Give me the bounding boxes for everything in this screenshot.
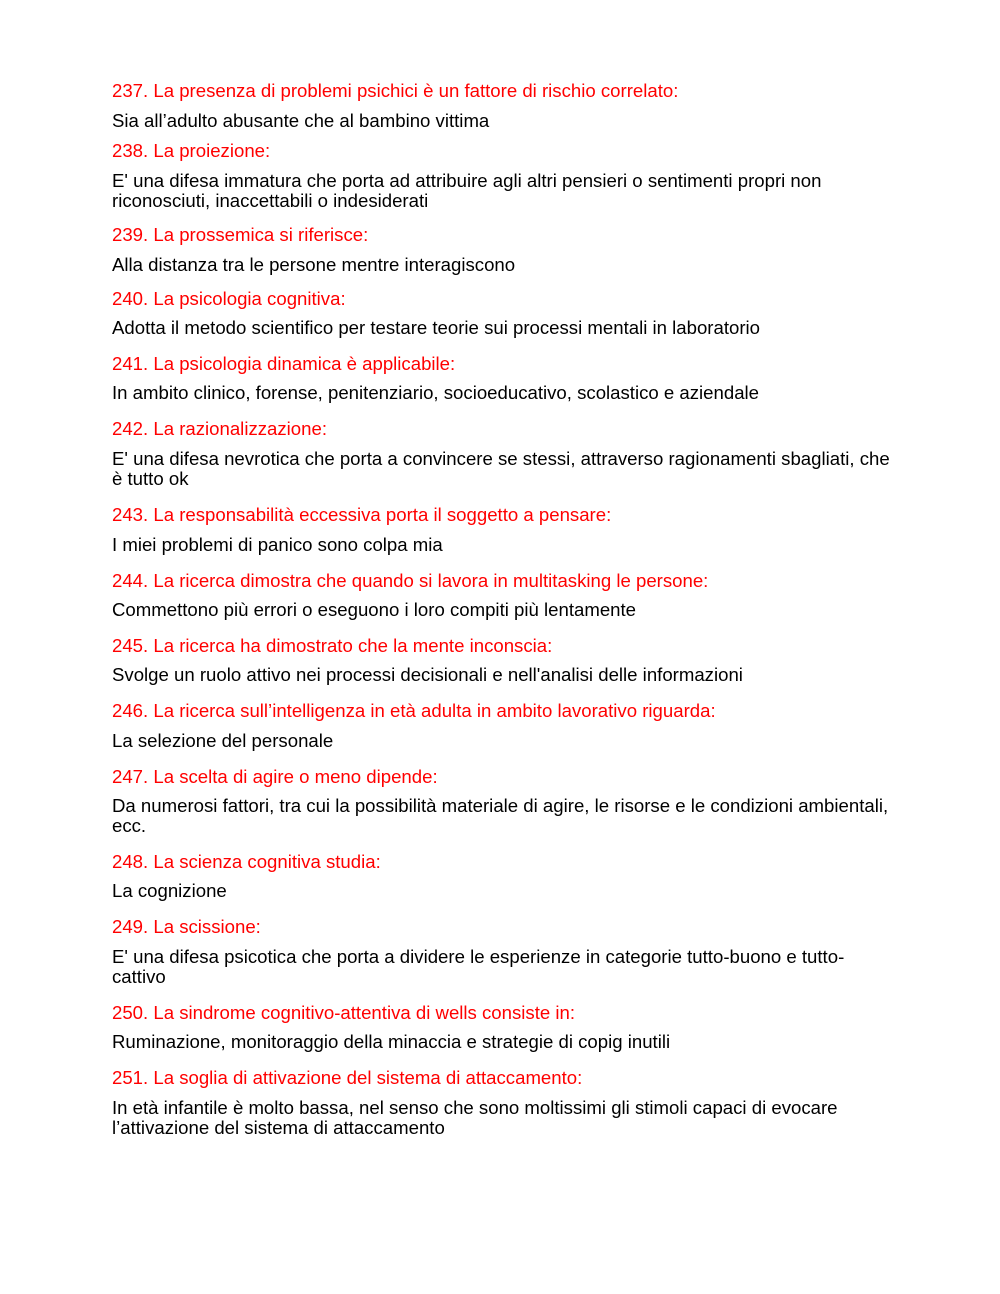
answer-text: Adotta il metodo scientifico per testare teorie sui processi mentali in laboratorio bbox=[112, 317, 761, 338]
question-text: 247. La scelta di agire o meno dipende: bbox=[112, 766, 438, 787]
question-text: 251. La soglia di attivazione del sistema di attaccamento: bbox=[112, 1067, 583, 1088]
qa-item-246 bbox=[112, 701, 892, 751]
answer-text: La selezione del personale bbox=[112, 730, 334, 751]
answer-text: E' una difesa psicotica che porta a dividere le esperienze in categorie tutto-buono e tutto-cattivo bbox=[112, 946, 845, 987]
question-text: 246. La ricerca sull’intelligenza in età adulta in ambito lavorativo riguarda: bbox=[112, 700, 716, 721]
qa-item-245 bbox=[112, 636, 892, 685]
question-text: 250. La sindrome cognitivo-attentiva di wells consiste in: bbox=[112, 1002, 576, 1023]
question-text: 241. La psicologia dinamica è applicabile: bbox=[112, 353, 456, 374]
qa-item-251 bbox=[112, 1068, 892, 1138]
question-text: 248. La scienza cognitiva studia: bbox=[112, 851, 381, 872]
qa-item-250 bbox=[112, 1003, 892, 1052]
answer-text: Commettono più errori o eseguono i loro compiti più lentamente bbox=[112, 599, 637, 620]
answer-text: La cognizione bbox=[112, 880, 227, 901]
qa-item-240 bbox=[112, 289, 892, 338]
qa-item-238 bbox=[112, 141, 892, 211]
qa-item-242 bbox=[112, 419, 892, 489]
qa-item-241 bbox=[112, 354, 892, 403]
question-text: 243. La responsabilità eccessiva porta il soggetto a pensare: bbox=[112, 504, 612, 525]
qa-item-249 bbox=[112, 917, 892, 987]
question-text: 240. La psicologia cognitiva: bbox=[112, 288, 346, 309]
question-text: 238. La proiezione: bbox=[112, 140, 271, 161]
answer-text: In ambito clinico, forense, penitenziario, socioeducativo, scolastico e aziendale bbox=[112, 382, 760, 403]
question-text: 242. La razionalizzazione: bbox=[112, 418, 327, 439]
answer-text: Alla distanza tra le persone mentre interagiscono bbox=[112, 254, 516, 275]
answer-text: Svolge un ruolo attivo nei processi decisionali e nell'analisi delle informazioni bbox=[112, 664, 743, 685]
answer-text: Ruminazione, monitoraggio della minaccia e strategie di copig inutili bbox=[112, 1031, 671, 1052]
answer-text: Sia all’adulto abusante che al bambino vittima bbox=[112, 110, 490, 131]
document-page bbox=[112, 81, 892, 1138]
question-text: 244. La ricerca dimostra che quando si lavora in multitasking le persone: bbox=[112, 570, 709, 591]
question-text: 237. La presenza di problemi psichici è un fattore di rischio correlato: bbox=[112, 80, 679, 101]
answer-text: E' una difesa immatura che porta ad attribuire agli altri pensieri o sentimenti propri non riconosciuti, inaccettabili o indesiderati bbox=[112, 170, 822, 211]
qa-item-248 bbox=[112, 852, 892, 901]
answer-text: Da numerosi fattori, tra cui la possibilità materiale di agire, le risorse e le condizioni ambientali, ecc. bbox=[112, 795, 889, 836]
answer-text: I miei problemi di panico sono colpa mia bbox=[112, 534, 443, 555]
answer-text: E' una difesa nevrotica che porta a convincere se stessi, attraverso ragionamenti sbagliati, che è tutto ok bbox=[112, 448, 890, 489]
qa-item-237 bbox=[112, 81, 892, 131]
qa-item-244 bbox=[112, 571, 892, 620]
qa-item-239 bbox=[112, 225, 892, 275]
qa-item-243 bbox=[112, 505, 892, 555]
question-text: 239. La prossemica si riferisce: bbox=[112, 224, 369, 245]
qa-item-247 bbox=[112, 767, 892, 836]
question-text: 249. La scissione: bbox=[112, 916, 261, 937]
answer-text: In età infantile è molto bassa, nel senso che sono moltissimi gli stimoli capaci di evocare l’attivazione del sistema di attaccamento bbox=[112, 1097, 838, 1138]
question-text: 245. La ricerca ha dimostrato che la mente inconscia: bbox=[112, 635, 553, 656]
